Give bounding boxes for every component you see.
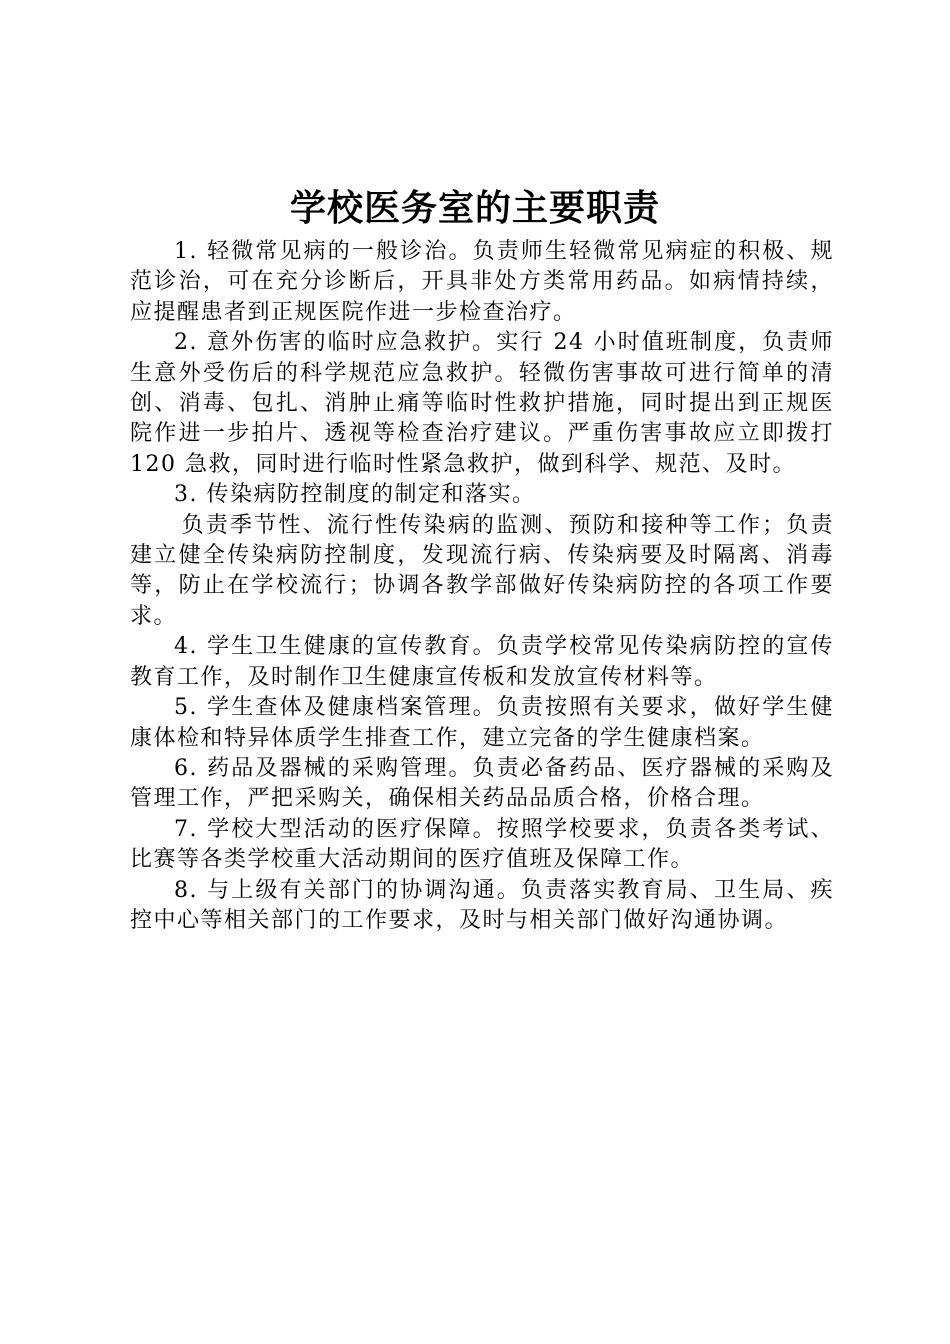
paragraph-3: 3. 传染病防控制度的制定和落实。 — [174, 482, 536, 508]
paragraph-1: 1. 轻微常见病的一般诊治。负责师生轻微常见病症的积极、规范诊治，可在充分诊断后，开具非处方类常用药品。如病情持续，应提醒患者到正规医院作进一步检查治疗。 — [130, 239, 834, 325]
paragraph-4: 4. 学生卫生健康的宣传教育。负责学校常见传染病防控的宣传教育工作，及时制作卫生健康宣传板和发放宣传材料等。 — [130, 634, 834, 690]
document-title: 学校医务室的主要职责 — [289, 187, 660, 229]
paragraph-5: 5. 学生查体及健康档案管理。负责按照有关要求，做好学生健康体检和特异体质学生排查工作，建立完备的学生健康档案。 — [130, 695, 834, 751]
document-body — [130, 237, 834, 936]
paragraph-7: 7. 学校大型活动的医疗保障。按照学校要求，负责各类考试、比赛等各类学校重大活动期间的医疗值班及保障工作。 — [130, 816, 834, 873]
paragraph-3-detail: 负责季节性、流行性传染病的监测、预防和接种等工作；负责建立健全传染病防控制度，发现流行病、传染病要及时隔离、消毒等，防止在学校流行；协调各教学部做好传染病防控的各项工作要求。 — [130, 512, 834, 629]
paragraph-6: 6. 药品及器械的采购管理。负责必备药品、医疗器械的采购及管理工作，严把采购关，确保相关药品品质合格，价格合理。 — [130, 755, 834, 812]
paragraph-8: 8. 与上级有关部门的协调沟通。负责落实教育局、卫生局、疾控中心等相关部门的工作要求，及时与相关部门做好沟通协调。 — [130, 877, 834, 933]
paragraph-2: 2. 意外伤害的临时应急救护。实行 24 小时值班制度，负责师生意外受伤后的科学规范应急救护。轻微伤害事故可进行简单的清创、消毒、包扎、消肿止痛等临时性救护措施，同时提出到正规医院作进一步拍片、透视等检查治疗建议。严重伤害事故应立即拨打 120 急救，同时进行临时性紧急救护，做到科学、规范、及时。 — [130, 330, 834, 477]
